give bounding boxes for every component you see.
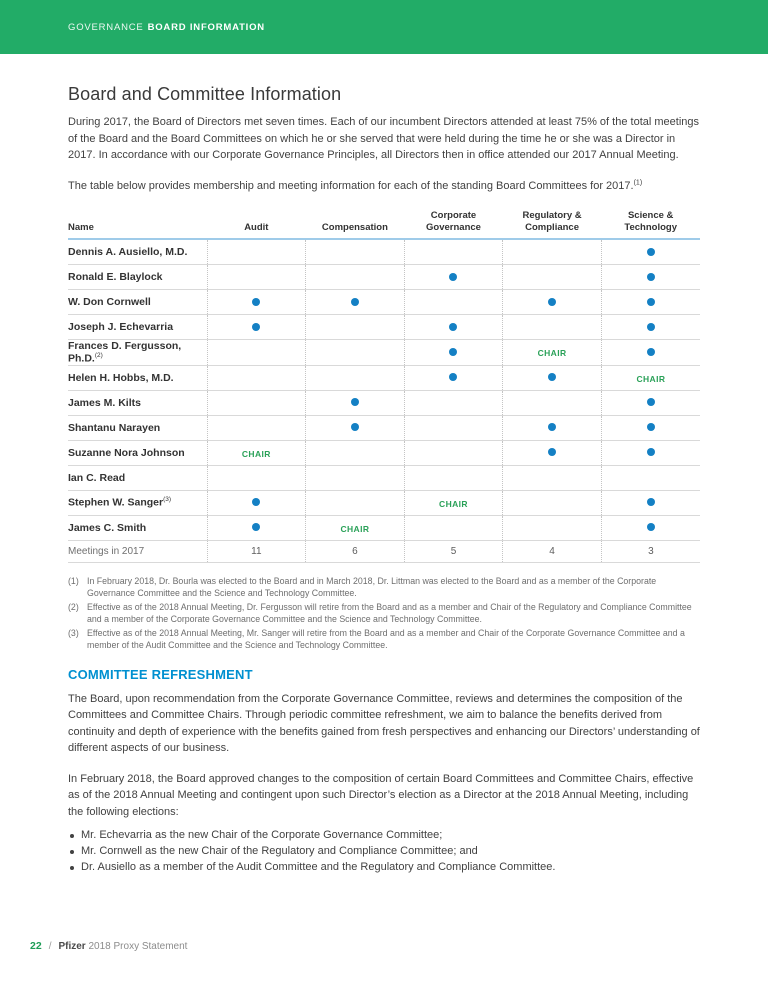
membership-cell xyxy=(601,290,700,315)
header-row xyxy=(68,210,700,239)
page-header-bar xyxy=(0,0,768,54)
membership-cell-empty xyxy=(207,365,306,390)
footnote-text: In February 2018, Dr. Bourla was elected to the Board and in March 2018, Dr. Littman was elected to the Board and as a member of the Corporate Governance Committee and the Science and Technology Committee. xyxy=(87,575,657,598)
membership-cell xyxy=(601,239,700,265)
director-name: Stephen W. Sanger$^{(3)}$ xyxy=(68,490,207,515)
membership-cell-empty xyxy=(207,415,306,440)
footnote xyxy=(68,575,700,600)
membership-cell-empty xyxy=(306,440,405,465)
member-dot xyxy=(449,323,457,331)
table-row xyxy=(68,315,700,340)
breadcrumb xyxy=(68,22,265,33)
membership-cell-empty xyxy=(306,490,405,515)
table-row xyxy=(68,265,700,290)
footnote xyxy=(68,601,700,626)
footer-doc-title: 2018 Proxy Statement xyxy=(88,941,188,952)
membership-cell-empty xyxy=(306,465,405,490)
meetings-row xyxy=(68,540,700,562)
column-header: Compensation xyxy=(306,210,405,239)
membership-cell xyxy=(404,265,503,290)
member-dot xyxy=(252,498,260,506)
membership-cell-empty xyxy=(404,465,503,490)
member-dot xyxy=(351,298,359,306)
member-dot xyxy=(647,348,655,356)
member-dot xyxy=(351,423,359,431)
member-dot xyxy=(647,423,655,431)
page-number: 22 xyxy=(30,940,42,952)
membership-cell xyxy=(503,415,602,440)
director-name: Helen H. Hobbs, M.D. xyxy=(68,365,207,390)
member-dot xyxy=(548,373,556,381)
membership-cell xyxy=(306,515,405,540)
director-name: Frances D. Fergusson, Ph.D.$^{(2)}$ xyxy=(68,340,207,366)
table-row xyxy=(68,440,700,465)
member-dot xyxy=(647,498,655,506)
membership-cell-empty xyxy=(503,515,602,540)
footer-separator: / xyxy=(48,941,52,952)
member-dot xyxy=(351,398,359,406)
director-name: W. Don Cornwell xyxy=(68,290,207,315)
footnote-text: Effective as of the 2018 Annual Meeting, Dr. Fergusson will retire from the Board and as a member and Chair of the Regulatory and Compliance Committee and a member of the Corporate Governance Committee and the Science and Technology Committee. xyxy=(87,601,692,624)
director-name: Suzanne Nora Johnson xyxy=(68,440,207,465)
section-heading-committee-refreshment: COMMITTEE REFRESHMENT xyxy=(68,666,253,682)
membership-cell-empty xyxy=(404,415,503,440)
member-dot xyxy=(647,398,655,406)
membership-cell-empty xyxy=(207,239,306,265)
director-name: Ian C. Read xyxy=(68,465,207,490)
member-dot xyxy=(449,348,457,356)
membership-cell xyxy=(503,440,602,465)
membership-cell xyxy=(404,340,503,366)
meetings-count: 6 xyxy=(306,540,405,562)
membership-cell xyxy=(306,415,405,440)
membership-cell-empty xyxy=(306,239,405,265)
membership-cell-empty xyxy=(306,365,405,390)
membership-cell-empty xyxy=(503,265,602,290)
membership-cell-empty xyxy=(207,465,306,490)
membership-cell-empty xyxy=(306,340,405,366)
election-item: Mr. Cornwell as the new Chair of the Regulatory and Compliance Committee; and xyxy=(68,844,700,860)
member-dot xyxy=(647,248,655,256)
page-content xyxy=(68,84,700,876)
membership-cell xyxy=(601,415,700,440)
member-dot xyxy=(252,523,260,531)
elections-list xyxy=(68,828,700,876)
member-dot xyxy=(647,273,655,281)
membership-cell xyxy=(503,365,602,390)
footnote-ref-1: (1) xyxy=(633,178,643,186)
chair-label: CHAIR xyxy=(636,373,666,384)
membership-cell-empty xyxy=(306,315,405,340)
member-dot xyxy=(449,273,457,281)
footer-brand: Pfizer xyxy=(58,941,86,952)
table-row xyxy=(68,515,700,540)
table-row xyxy=(68,290,700,315)
footnote xyxy=(68,627,700,652)
footnote-marker: (3) xyxy=(68,627,79,638)
director-name: James M. Kilts xyxy=(68,390,207,415)
membership-cell-empty xyxy=(503,390,602,415)
membership-cell-empty xyxy=(404,390,503,415)
membership-cell xyxy=(306,390,405,415)
footnote-ref: (2) xyxy=(94,352,103,359)
election-item: Mr. Echevarria as the new Chair of the Corporate Governance Committee; xyxy=(68,828,700,844)
member-dot xyxy=(548,423,556,431)
committee-table-body xyxy=(68,239,700,562)
footnote-text: Effective as of the 2018 Annual Meeting, Mr. Sanger will retire from the Board and as a member and Chair of the Corporate Governance Committee and a member of the Audit Committee and the Science and Technology Committee. xyxy=(87,627,685,650)
intro-paragraph-1: During 2017, the Board of Directors met seven times. Each of our incumbent Directors attended at least 75% of the total meetings of the Board and the Board Committees on which he or she served that were held during the time he or she was a Director in 2017. In accordance with our Corporate Governance Principles, all Directors then in office attended our 2017 Annual Meeting. xyxy=(68,116,699,161)
intro-paragraph-2-text: The table below provides membership and meeting information for each of the standing Board Committees for 2017. xyxy=(68,179,634,192)
member-dot xyxy=(252,298,260,306)
member-dot xyxy=(548,448,556,456)
footnote-marker: (2) xyxy=(68,601,79,612)
meetings-count: 3 xyxy=(601,540,700,562)
member-dot xyxy=(647,448,655,456)
membership-cell-empty xyxy=(503,465,602,490)
membership-cell xyxy=(601,515,700,540)
membership-cell xyxy=(207,290,306,315)
membership-cell-empty xyxy=(207,390,306,415)
column-header-name: Name xyxy=(68,210,207,239)
chair-label: CHAIR xyxy=(340,523,370,534)
table-row xyxy=(68,465,700,490)
membership-cell xyxy=(404,315,503,340)
membership-cell xyxy=(207,315,306,340)
meetings-count: 11 xyxy=(207,540,306,562)
member-dot xyxy=(647,323,655,331)
membership-cell-empty xyxy=(207,265,306,290)
membership-cell xyxy=(503,340,602,366)
membership-cell xyxy=(207,490,306,515)
committee-table xyxy=(68,210,700,563)
membership-cell xyxy=(601,365,700,390)
membership-cell xyxy=(601,390,700,415)
membership-cell-empty xyxy=(503,490,602,515)
refreshment-paragraph-1: The Board, upon recommendation from the Corporate Governance Committee, reviews and determines the composition of the Committees and Committee Chairs. Through periodic committee refreshment, we aim to balance the benefits derived from continuity and depth of experience with the benefits gained from fresh perspectives and enhancing our Directors’ understanding of different aspects of our business. xyxy=(68,692,700,754)
member-dot xyxy=(548,298,556,306)
committee-table-header xyxy=(68,210,700,239)
page-footer xyxy=(30,940,187,952)
table-row xyxy=(68,490,700,515)
membership-cell xyxy=(306,290,405,315)
membership-cell-empty xyxy=(306,265,405,290)
column-header: Science & Technology xyxy=(601,210,700,239)
breadcrumb-subsection: BOARD INFORMATION xyxy=(147,21,265,33)
membership-cell-empty xyxy=(404,440,503,465)
breadcrumb-section: GOVERNANCE xyxy=(68,21,144,33)
column-header: Audit xyxy=(207,210,306,239)
meetings-count: 4 xyxy=(503,540,602,562)
director-name: Dennis A. Ausiello, M.D. xyxy=(68,239,207,265)
membership-cell-empty xyxy=(404,515,503,540)
membership-cell xyxy=(207,515,306,540)
membership-cell-empty xyxy=(404,239,503,265)
membership-cell xyxy=(601,265,700,290)
chair-label: CHAIR xyxy=(241,448,271,459)
membership-cell-empty xyxy=(503,315,602,340)
footnote-marker: (1) xyxy=(68,575,79,586)
column-header: Regulatory & Compliance xyxy=(503,210,602,239)
member-dot xyxy=(252,323,260,331)
director-name: Shantanu Narayen xyxy=(68,415,207,440)
membership-cell-empty xyxy=(207,340,306,366)
column-header: Corporate Governance xyxy=(404,210,503,239)
membership-cell xyxy=(404,490,503,515)
membership-cell xyxy=(601,490,700,515)
table-row xyxy=(68,239,700,265)
director-name: Ronald E. Blaylock xyxy=(68,265,207,290)
chair-label: CHAIR xyxy=(537,348,567,359)
table-row xyxy=(68,390,700,415)
membership-cell-empty xyxy=(404,290,503,315)
meetings-count: 5 xyxy=(404,540,503,562)
meetings-label: Meetings in 2017 xyxy=(68,540,207,562)
membership-cell xyxy=(601,440,700,465)
table-row xyxy=(68,415,700,440)
membership-cell xyxy=(601,340,700,366)
membership-cell xyxy=(503,290,602,315)
table-row xyxy=(68,340,700,366)
membership-cell xyxy=(404,365,503,390)
membership-cell-empty xyxy=(601,465,700,490)
refreshment-paragraph-2: In February 2018, the Board approved changes to the composition of certain Board Committees and Committee Chairs, effective as of the 2018 Annual Meeting and contingent upon such Director’s election as a Director at the 2018 Annual Meeting, including the following elections: xyxy=(68,772,694,818)
table-row xyxy=(68,365,700,390)
member-dot xyxy=(647,298,655,306)
membership-cell xyxy=(601,315,700,340)
footnote-ref: (3) xyxy=(163,496,172,504)
director-name: Joseph J. Echevarria xyxy=(68,315,207,340)
membership-cell xyxy=(207,440,306,465)
election-item: Dr. Ausiello as a member of the Audit Committee and the Regulatory and Compliance Committee. xyxy=(68,860,700,876)
footnotes xyxy=(68,575,700,652)
member-dot xyxy=(647,523,655,531)
chair-label: CHAIR xyxy=(439,498,468,509)
member-dot xyxy=(449,373,457,381)
director-name: James C. Smith xyxy=(68,515,207,540)
footer-text xyxy=(58,941,187,952)
intro-paragraph-2 xyxy=(68,178,700,195)
membership-cell-empty xyxy=(503,239,602,265)
page-title: Board and Committee Information xyxy=(68,84,342,104)
